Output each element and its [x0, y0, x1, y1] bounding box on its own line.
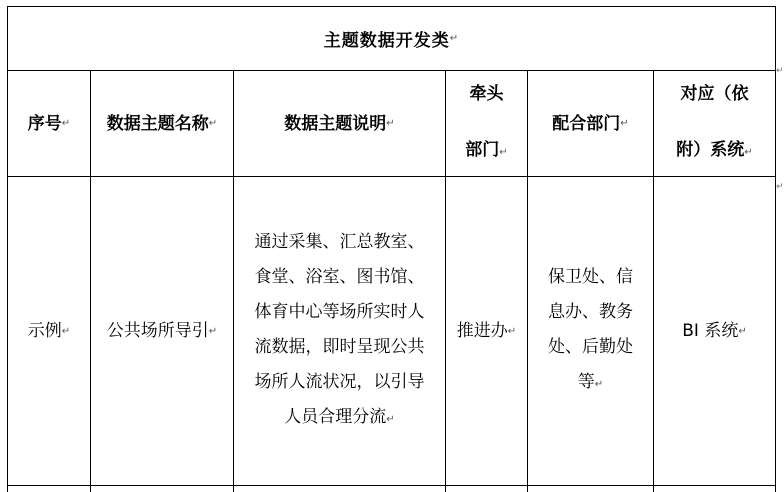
paragraph-mark-icon: ↵	[449, 33, 460, 44]
row-end-mark-icon: ↵	[776, 66, 784, 76]
header-topic-description: 数据主题说明 ↵	[284, 113, 395, 134]
row-end-mark-icon: ↵	[776, 182, 784, 192]
row-divider	[8, 485, 775, 486]
header-support-depts: 配合部门 ↵	[552, 113, 629, 134]
table-title	[8, 7, 775, 71]
row-lead-dept: 推进办 ↵	[456, 320, 517, 341]
row-topic-name: 公共场所导引 ↵	[106, 320, 218, 341]
header-topic-name: 数据主题名称 ↵	[106, 113, 218, 134]
table-title-text: 主题数据开发类	[323, 31, 450, 51]
header-lead-dept: 牵头部门↵	[465, 84, 508, 160]
row-topic-description: 通过采集、汇总教室、食堂、浴室、图书馆、体育中心等场所实时人流数据，即时呈现公共场所人流状况，以引导人员合理分流↵	[254, 232, 425, 427]
data-table	[7, 6, 776, 492]
row-index: 示例 ↵	[27, 320, 71, 341]
row-support-depts: 保卫处、信息办、教务处、后勤处等↵	[548, 267, 633, 392]
header-index: 序号 ↵	[27, 113, 71, 134]
row-system: BI 系统 ↵	[682, 320, 747, 341]
header-system: 对应（依附）系统↵	[676, 84, 753, 160]
